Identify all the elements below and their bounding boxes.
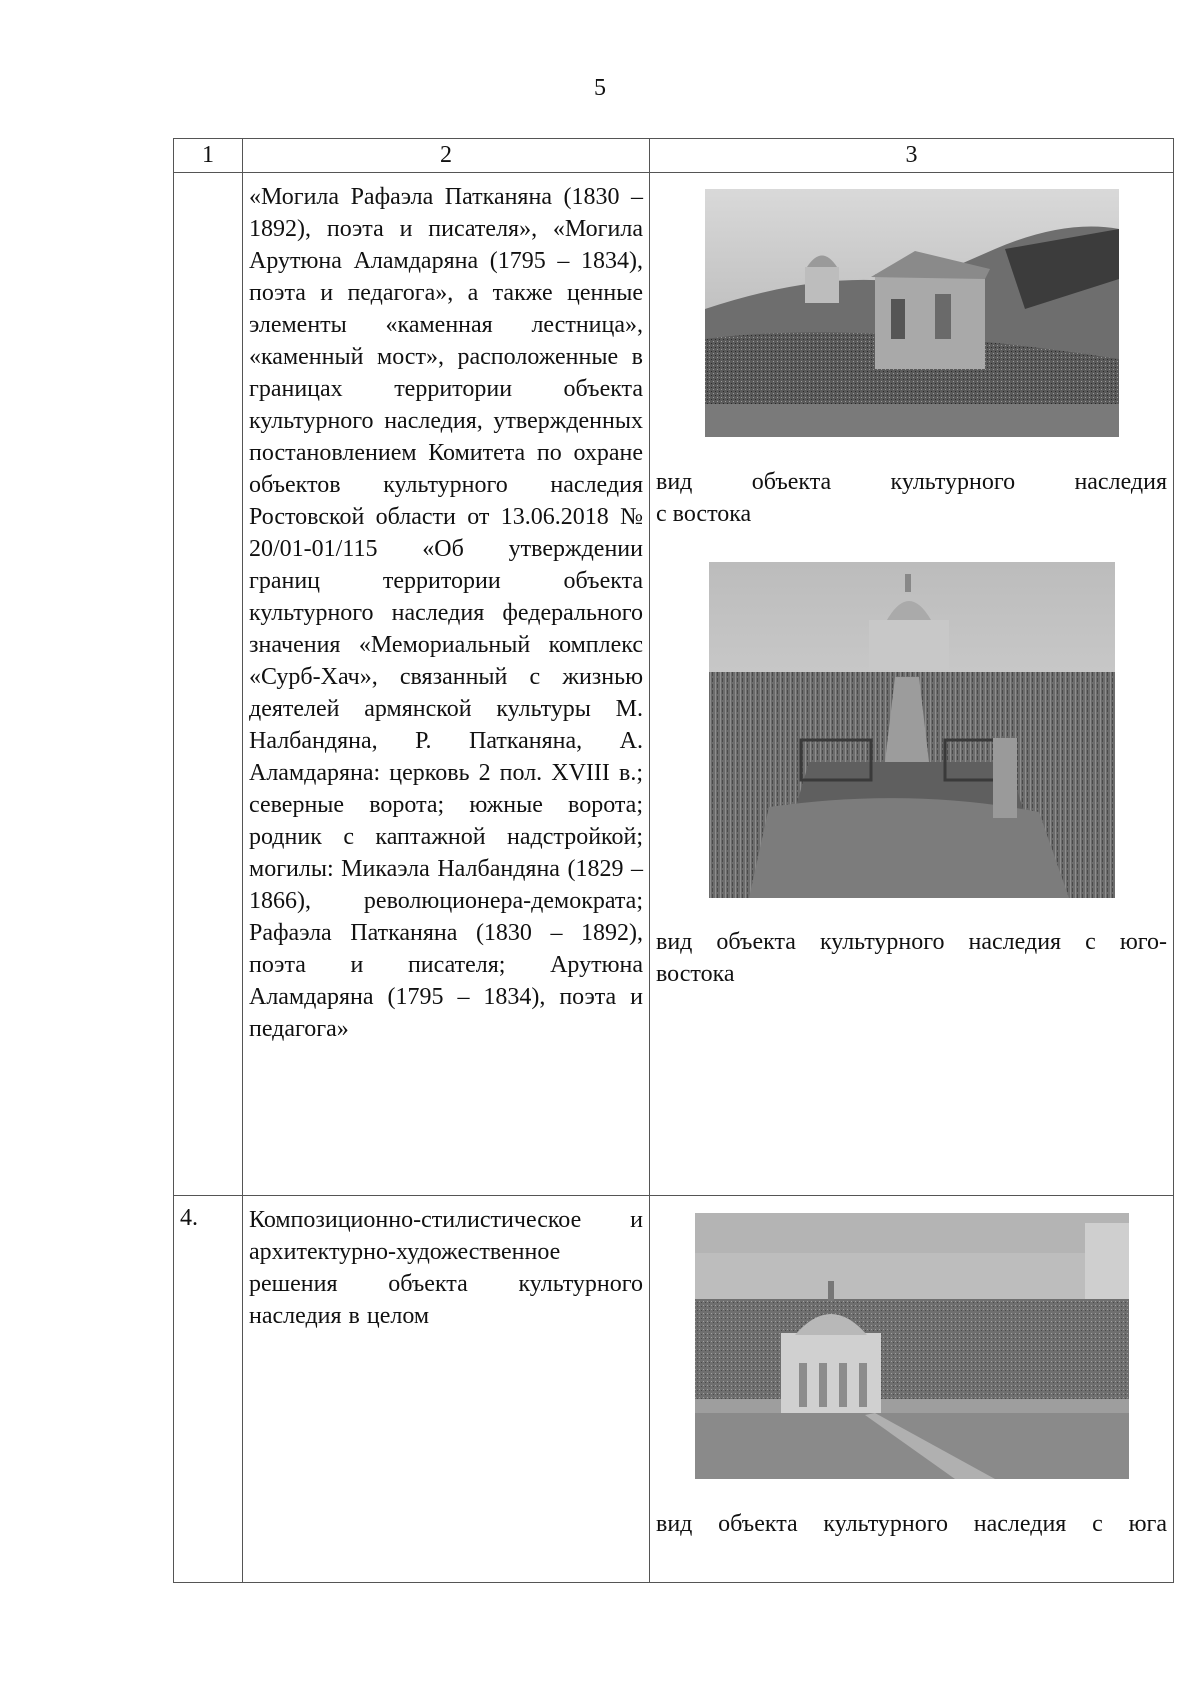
row-number: 4. — [174, 1196, 243, 1583]
row-description — [243, 173, 650, 1196]
table-row — [174, 173, 1174, 1196]
header-col-3: 3 — [650, 139, 1174, 173]
photo-caption-line: вид объекта культурного наследия — [656, 469, 1167, 495]
photo-caption-line: вид объекта культурного наследия с юго- — [656, 929, 1167, 955]
photo-caption-line: с востока — [656, 501, 752, 527]
photo-south-view — [695, 1213, 1129, 1479]
photo-caption-line: востока — [656, 961, 735, 987]
photo-southeast-view — [709, 562, 1115, 898]
photo-caption-line: вид объекта культурного наследия с юга — [656, 1511, 1167, 1537]
table-header-row — [174, 139, 1174, 173]
row-photos — [650, 1196, 1174, 1583]
photo-east-view — [705, 189, 1119, 437]
table-row — [174, 1196, 1174, 1583]
description-text: «Могила Рафаэла Патканяна (1830 – 1892), поэта и писателя», «Могила Арутюна Аламдаряна (1795 – 1834), поэта и педагога», а также ценные элементы «каменная лестница», «каменный мост», расположенные в границах территории объекта культурного наследия, утвержденных постановлением Комитета по охране объектов культурного наследия Ростовской области от 13.06.2018 № 20/01-01/115 «Об утверждении границ территории объекта культурного наследия федерального значения «Мемориальный комплекс «Сурб-Хач», связанный с жизнью деятелей армянской культуры М. Налбандяна, Р. Патканяна, А. Аламдаряна: церковь 2 пол. XVIII в.; северные ворота; южные ворота; родник с каптажной надстройкой; могилы: Микаэла Налбандяна (1829 – 1866), революционера-демократа; Рафаэла Патканяна (1830 – 1892), поэта и писателя; Арутюна Аламдаряна (1795 – 1834), поэта и педагога» — [249, 184, 643, 1042]
header-col-2: 2 — [243, 139, 650, 173]
row-number — [174, 173, 243, 1196]
heritage-table — [173, 138, 1174, 1583]
row-photos — [650, 173, 1174, 1196]
page-number: 5 — [594, 75, 606, 101]
row-description — [243, 1196, 650, 1583]
header-col-1: 1 — [174, 139, 243, 173]
description-text: Композиционно-стилистическое и архитектурно-художественное решения объекта культурного наследия в целом — [249, 1207, 643, 1329]
